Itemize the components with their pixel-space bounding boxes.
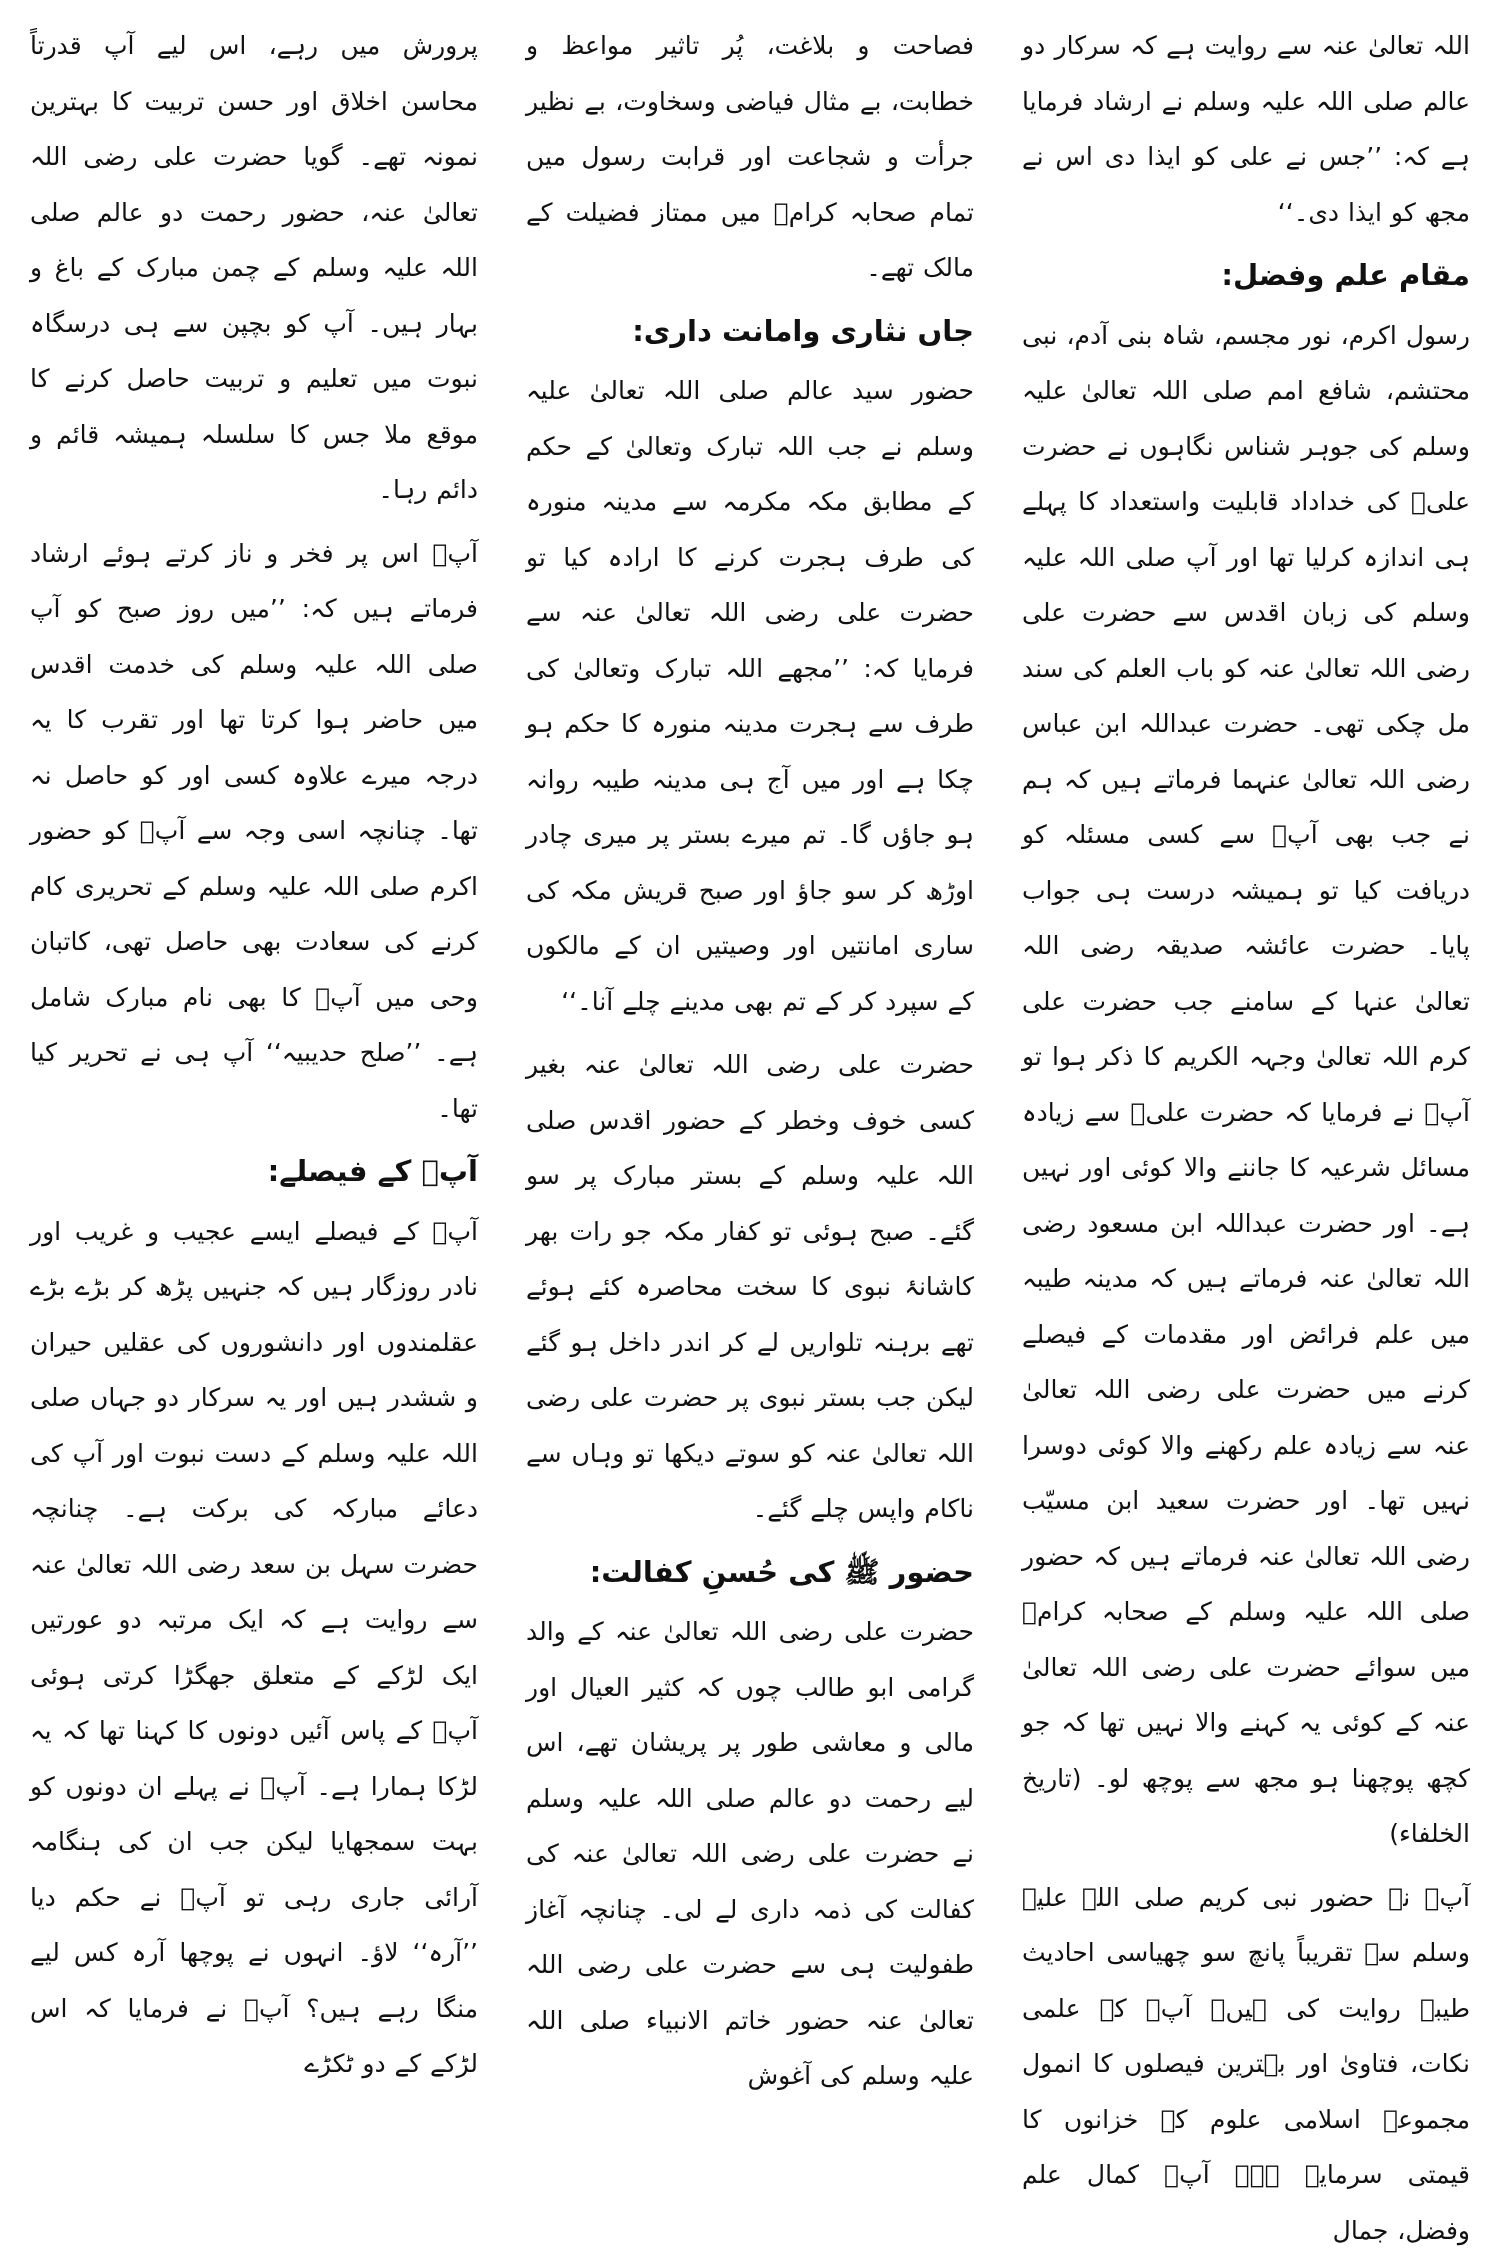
- paragraph: پرورش میں رہے، اس لیے آپ قدرتاً محاسن اخلاق اور حسن تربیت کا بہترین نمونہ تھے۔ گویا حضرت علی رضی اللہ تعالیٰ عنہ، حضور رحمت دو عالم صلی اللہ علیہ وسلم کے چمن مبارک کے باغ و بہار ہیں۔ آپ کو بچپن سے ہی درسگاہ نبوت میں تعلیم و تربیت حاصل کرنے کا موقع ملا جس کا سلسلہ ہمیشہ قائم و دائم رہا۔: [30, 18, 478, 518]
- section-heading: جاں نثاری وامانت داری:: [526, 304, 974, 360]
- column-right: [1022, 18, 1470, 2190]
- paragraph: آپؓ کے فیصلے ایسے عجیب و غریب اور نادر روزگار ہیں کہ جنہیں پڑھ کر بڑے بڑے عقلمندوں اور دانشوروں کی عقلیں حیران و ششدر ہیں اور یہ سرکار دو جہاں صلی اللہ علیہ وسلم کے دست نبوت اور آپ کی دعائے مبارکہ کی برکت ہے۔ چنانچہ حضرت سہل بن سعد رضی اللہ تعالیٰ عنہ سے روایت ہے کہ ایک مرتبہ دو عورتیں ایک لڑکے کے متعلق جھگڑا کرتی ہوئی آپؓ کے پاس آئیں دونوں کا کہنا تھا کہ یہ لڑکا ہمارا ہے۔ آپؓ نے پہلے ان دونوں کو بہت سمجھایا لیکن جب ان کی ہنگامہ آرائی جاری رہی تو آپؓ نے حکم دیا ’’آرہ‘‘ لاؤ۔ انہوں نے پوچھا آرہ کس لیے منگا رہے ہیں؟ آپؓ نے فرمایا کہ اس لڑکے کے دو ٹکڑے: [30, 1204, 478, 2092]
- paragraph: فصاحت و بلاغت، پُر تاثیر مواعظ و خطابت، بے مثال فیاضی وسخاوت، بے نظیر جرأت و شجاعت اور قرابت رسول میں تمام صحابہ کرامؓ میں ممتاز فضیلت کے مالک تھے۔: [526, 18, 974, 296]
- section-heading: حضور ﷺ کی حُسنِ کفالت:: [526, 1545, 974, 1601]
- column-middle: [526, 18, 974, 2190]
- paragraph: رسول اکرم، نور مجسم، شاہ بنی آدم، نبی محتشم، شافع امم صلی اللہ تعالیٰ علیہ وسلم کی جوہر شناس نگاہوں نے حضرت علیؓ کی خداداد قابلیت واستعداد کا پہلے ہی اندازہ کرلیا تھا اور آپ صلی اللہ علیہ وسلم کی زبان اقدس سے حضرت علی رضی اللہ تعالیٰ عنہ کو باب العلم کی سند مل چکی تھی۔ حضرت عبداللہ ابن عباس رضی اللہ تعالیٰ عنہما فرماتے ہیں کہ ہم نے جب بھی آپؓ سے کسی مسئلہ کو دریافت کیا تو ہمیشہ درست ہی جواب پایا۔ حضرت عائشہ صدیقہ رضی اللہ تعالیٰ عنہا کے سامنے جب حضرت علی کرم اللہ تعالیٰ وجہہ الکریم کا ذکر ہوا تو آپؓ نے فرمایا کہ حضرت علیؓ سے زیادہ مسائل شرعیہ کا جاننے والا کوئی اور نہیں ہے۔ اور حضرت عبداللہ ابن مسعود رضی اللہ تعالیٰ عنہ فرماتے ہیں کہ مدینہ طیبہ میں علم فرائض اور مقدمات کے فیصلے کرنے میں حضرت علی رضی اللہ تعالیٰ عنہ سے زیادہ علم رکھنے والا کوئی دوسرا نہیں تھا۔ اور حضرت سعید ابن مسیّب رضی اللہ تعالیٰ عنہ فرماتے ہیں کہ حضور صلی اللہ علیہ وسلم کے صحابہ کرامؓ میں سوائے حضرت علی رضی اللہ تعالیٰ عنہ کے کوئی یہ کہنے والا نہیں تھا کہ جو کچھ پوچھنا ہو مجھ سے پوچھ لو۔ (تاریخ الخلفاء): [1022, 308, 1470, 1862]
- section-heading: آپؓ کے فیصلے:: [30, 1144, 478, 1200]
- article-columns: [30, 18, 1470, 2190]
- paragraph: حضرت علی رضی اللہ تعالیٰ عنہ کے والد گرامی ابو طالب چوں کہ کثیر العیال اور مالی و معاشی طور پر پریشان تھے، اس لیے رحمت دو عالم صلی اللہ علیہ وسلم نے حضرت علی رضی اللہ تعالیٰ عنہ کی کفالت کی ذمہ داری لے لی۔ چنانچہ آغاز طفولیت ہی سے حضرت علی رضی اللہ تعالیٰ عنہ حضور خاتم الانبیاء صلی اللہ علیہ وسلم کی آغوش: [526, 1604, 974, 2104]
- column-left: [30, 18, 478, 2190]
- paragraph: حضرت علی رضی اللہ تعالیٰ عنہ بغیر کسی خوف وخطر کے حضور اقدس صلی اللہ علیہ وسلم کے بستر مبارک پر سو گئے۔ صبح ہوئی تو کفار مکہ جو رات بھر کاشانۂ نبوی کا سخت محاصرہ کئے ہوئے تھے برہنہ تلواریں لے کر اندر داخل ہو گئے لیکن جب بستر نبوی پر حضرت علی رضی اللہ تعالیٰ عنہ کو سوتے دیکھا تو وہاں سے ناکام واپس چلے گئے۔: [526, 1037, 974, 1537]
- paragraph: حضور سید عالم صلی اللہ تعالیٰ علیہ وسلم نے جب اللہ تبارک وتعالیٰ کے حکم کے مطابق مکہ مکرمہ سے مدینہ منورہ کی طرف ہجرت کرنے کا ارادہ کیا تو حضرت علی رضی اللہ تعالیٰ عنہ سے فرمایا کہ: ’’مجھے اللہ تبارک وتعالیٰ کی طرف سے ہجرت مدینہ منورہ کا حکم ہو چکا ہے اور میں آج ہی مدینہ طیبہ روانہ ہو جاؤں گا۔ تم میرے بستر پر میری چادر اوڑھ کر سو جاؤ اور صبح قریش مکہ کی ساری امانتیں اور وصیتیں ان کے مالکوں کے سپرد کر کے تم بھی مدینے چلے آنا۔‘‘: [526, 363, 974, 1029]
- section-heading: مقام علم وفضل:: [1022, 248, 1470, 304]
- paragraph: آپؓ اس پر فخر و ناز کرتے ہوئے ارشاد فرماتے ہیں کہ: ’’میں روز صبح کو آپ صلی اللہ علیہ وسلم کی خدمت اقدس میں حاضر ہوا کرتا تھا اور تقرب کا یہ درجہ میرے علاوہ کسی اور کو حاصل نہ تھا۔ چنانچہ اسی وجہ سے آپؓ کو حضور اکرم صلی اللہ علیہ وسلم کے تحریری کام کرنے کی سعادت بھی حاصل تھی، کاتبان وحی میں آپؓ کا بھی نام مبارک شامل ہے۔ ’’صلح حدیبیہ‘‘ آپ ہی نے تحریر کیا تھا۔: [30, 526, 478, 1137]
- paragraph: اللہ تعالیٰ عنہ سے روایت ہے کہ سرکار دو عالم صلی اللہ علیہ وسلم نے ارشاد فرمایا ہے کہ: ’’جس نے علی کو ایذا دی اس نے مجھ کو ایذا دی۔‘‘: [1022, 18, 1470, 240]
- paragraph: آپؓ نے حضور نبی کریم صلی اللہ علیہ وسلم سے تقریباً پانچ سو چھیاسی احادیث طیبہ روایت کی ہیں۔ آپؓ کے علمی نکات، فتاویٰ اور بہترین فیصلوں کا انمول مجموعہ اسلامی علوم کے خزانوں کا قیمتی سرمایہ ہے۔ آپؓ کمال علم وفضل، جمال: [1022, 1870, 1470, 2258]
